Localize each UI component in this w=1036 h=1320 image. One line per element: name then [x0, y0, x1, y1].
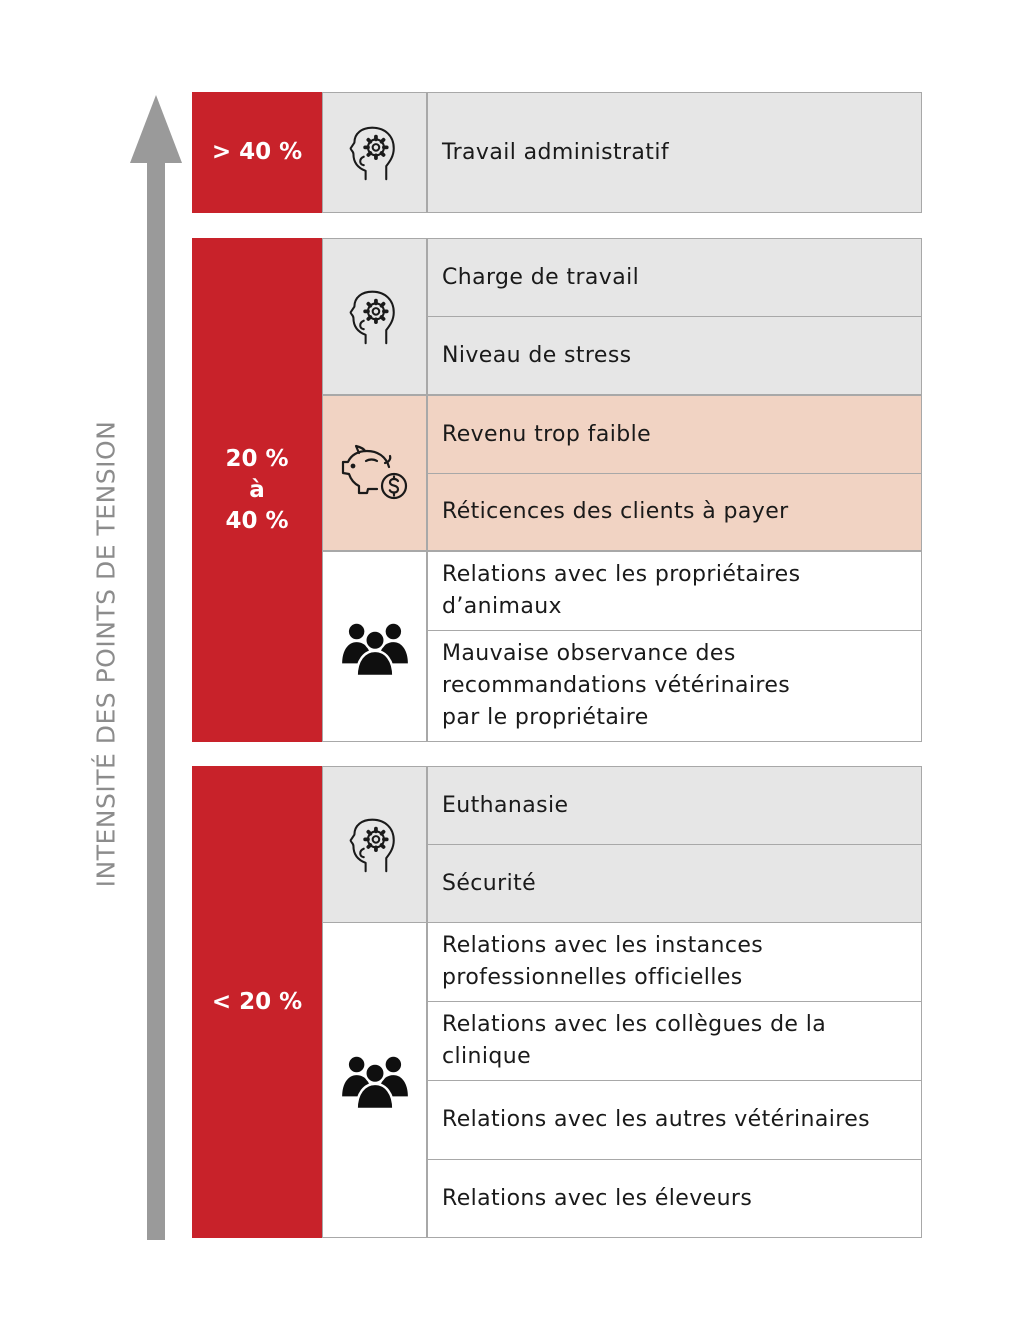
list-item: Relations avec les éleveurs — [427, 1159, 922, 1238]
list-item: Relations avec les instances professionnelles officielles — [427, 922, 922, 1002]
group-financial — [322, 395, 922, 551]
group-mental — [322, 766, 922, 923]
people-group-icon — [322, 551, 427, 742]
group-relations — [322, 551, 922, 742]
list-item: Travail administratif — [427, 92, 922, 213]
list-item: Relations avec les propriétaires d’animaux — [427, 551, 922, 631]
list-item: Mauvaise observance des recommandations vétérinaires par le propriétaire — [427, 630, 922, 742]
intensity-arrow — [130, 95, 182, 1240]
list-item: Réticences des clients à payer — [427, 473, 922, 551]
head-gear-icon — [322, 766, 427, 923]
group-mental — [322, 238, 922, 395]
people-group-icon — [322, 922, 427, 1238]
list-item: Revenu trop faible — [427, 395, 922, 474]
list-item: Charge de travail — [427, 238, 922, 317]
group-relations — [322, 922, 922, 1238]
axis-label: INTENSITÉ DES POINTS DE TENSION — [91, 420, 121, 888]
head-gear-icon — [322, 92, 427, 213]
list-item: Relations avec les autres vétérinaires — [427, 1080, 922, 1160]
list-item: Euthanasie — [427, 766, 922, 845]
percent-label: < 20 % — [192, 766, 322, 1238]
percent-label: > 40 % — [192, 92, 322, 213]
tier-above-40 — [192, 92, 922, 213]
piggy-bank-icon — [322, 395, 427, 551]
list-item: Sécurité — [427, 844, 922, 923]
head-gear-icon — [322, 238, 427, 395]
tier-20-to-40 — [192, 238, 922, 742]
group-mental — [322, 92, 922, 213]
percent-label: 20 % à 40 % — [192, 238, 322, 742]
list-item: Niveau de stress — [427, 316, 922, 395]
tier-below-20 — [192, 766, 922, 1238]
list-item: Relations avec les collègues de la clinique — [427, 1001, 922, 1081]
